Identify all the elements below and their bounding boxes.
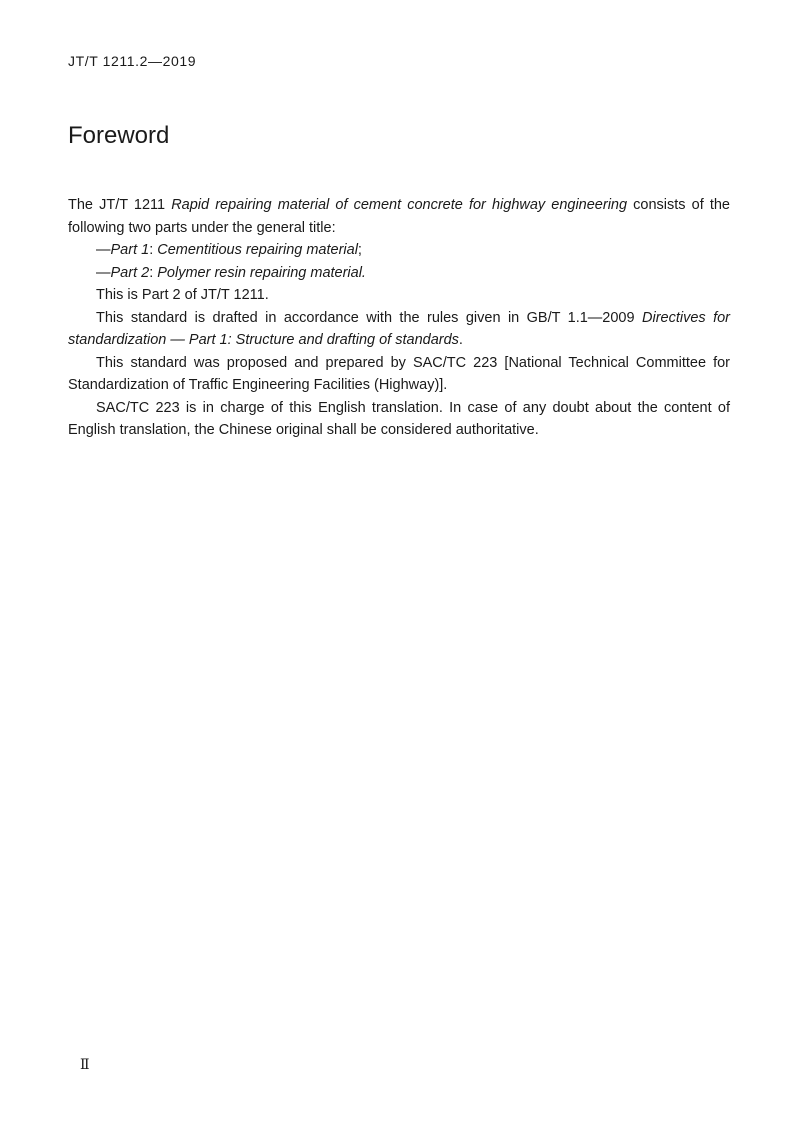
intro-paragraph	[68, 194, 730, 239]
part-2-label: Part 2	[110, 264, 150, 281]
drafting-after: .	[458, 332, 463, 348]
intro-before: The JT/T 1211	[68, 197, 172, 213]
part-1-end: ;	[357, 242, 362, 258]
part-list-item-2: —Part 2: Polymer resin repairing material.	[96, 264, 366, 281]
drafting-directive-title: Directives for standardization — Part 1: Structure and drafting of standards	[68, 309, 730, 348]
part-1-name: Cementitious repairing material	[157, 242, 358, 258]
foreword-body	[68, 194, 730, 442]
page-number: Ⅱ	[80, 1058, 90, 1073]
intro-standard-title: Rapid repairing material of cement concrete for highway engineering	[171, 197, 628, 213]
page-title: Foreword	[68, 122, 170, 149]
part-list-item-1: —Part 1: Cementitious repairing material;	[96, 242, 362, 258]
intro-after: consists of the following two parts under the general title:	[68, 197, 730, 236]
drafting-before: This standard is drafted in accordance with the rules given in GB/T 1.1—2009	[96, 309, 642, 326]
proposed-paragraph: This standard was proposed and prepared by SAC/TC 223 [National Technical Committee for Standardization of Traffic Engineering Facilities (Highway)].	[68, 354, 730, 393]
part-statement: This is Part 2 of JT/T 1211.	[96, 287, 269, 303]
drafting-paragraph	[68, 307, 730, 352]
document-code-header: JT/T 1211.2—2019	[68, 53, 197, 69]
part-1-label: Part 1	[110, 242, 150, 258]
part-2-name: Polymer resin repairing material.	[157, 264, 366, 281]
translation-note-paragraph: SAC/TC 223 is in charge of this English translation. In case of any doubt about the content of English translation, the Chinese original shall be considered authoritative.	[68, 399, 730, 438]
